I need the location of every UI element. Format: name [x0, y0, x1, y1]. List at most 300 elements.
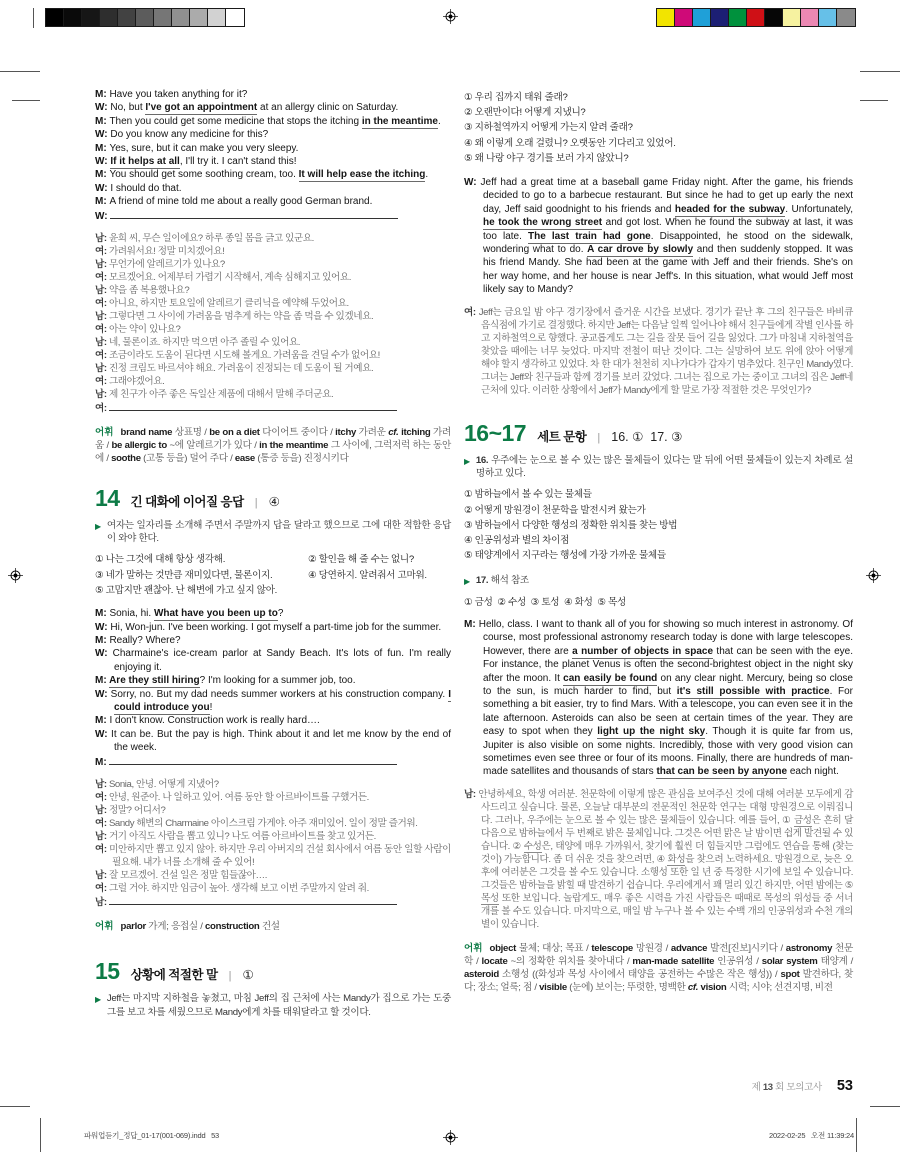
heading-divider: |: [597, 431, 601, 444]
dialogue-line: [95, 362, 451, 375]
dialogue-line: [95, 401, 451, 415]
calibration-swatch: [729, 9, 747, 26]
right-column: [464, 88, 853, 1026]
calibration-swatch: [226, 9, 244, 26]
dialogue-line: [95, 621, 451, 634]
page-number: 53: [836, 1078, 853, 1094]
text-segment: 윤희 씨, 무슨 일이에요? 하루 종일 몸을 긁고 있군요.: [108, 233, 314, 245]
text-segment: Jeff는 마지막 지하철을 놓쳤고, 마침 Jeff의 집 근처에 사는 Mandy가 집으로 가는 도중 그를 보고 차를 세웠으므로 Mandy에게 차를 태워달라고 할 것이다.: [106, 993, 451, 1018]
dialogue-line: [95, 895, 451, 909]
crop-mark: [856, 1118, 857, 1152]
dialogue-line: [95, 195, 451, 208]
text-segment: itchy: [335, 427, 357, 439]
text-segment: Do you know any medicine for this?: [110, 129, 269, 141]
text-segment: 그 사이에, 그럭저럭 하는 동안에 /: [95, 440, 451, 465]
speaker-label: M:: [95, 715, 110, 727]
option-item: ⑤ 왜 나랑 야구 경기를 보러 가지 않았니?: [464, 152, 629, 164]
speaker-label: 여:: [95, 817, 109, 829]
answer-badge: ④: [268, 494, 280, 509]
question14-translation: [95, 778, 451, 909]
question15-monologue: [464, 176, 853, 297]
speaker-label: 여:: [95, 376, 109, 388]
text-segment: You should get some soothing cream, too.: [109, 169, 299, 181]
text-segment: . Disappointed, he stood on the sidewalk, wondering what to do.: [483, 230, 853, 256]
question14-options: [95, 552, 451, 598]
text-segment: A car drove by slowly: [587, 244, 694, 256]
question16-17-monologue: [464, 618, 853, 779]
text-segment: 아니요, 하지만 토요일에 알레르기 클리닉을 예약해 두었어요.: [108, 298, 349, 310]
text-segment: I don't know. Construction work is really hard….: [109, 715, 320, 727]
text-segment: 그렇다면 그 사이에 가려움을 멈추게 하는 약을 좀 먹을 수 있겠네요.: [108, 311, 374, 323]
question15-explanation: [95, 992, 451, 1019]
registration-mark-left: [8, 568, 23, 583]
dialogue-line: [95, 142, 451, 155]
dialogue-line: [95, 323, 451, 336]
crop-mark: [0, 1106, 30, 1107]
dialogue-line: [95, 804, 451, 817]
text-segment: 가려워서요! 정말 미치겠어요!: [108, 246, 225, 258]
text-segment: I've got an appointment: [145, 102, 258, 114]
text-segment: light up the night sky: [597, 726, 706, 738]
text-segment: advance: [670, 942, 708, 954]
dialogue-line: [464, 618, 853, 779]
text-segment: astronomy: [785, 942, 833, 954]
text-segment: ? I'm looking for a summer job, too.: [199, 675, 356, 687]
text-segment: vision: [700, 982, 727, 994]
speaker-label: 남:: [95, 804, 109, 816]
dialogue-line: [464, 306, 853, 397]
text-segment: 화성: [667, 853, 686, 865]
dialogue-line: [95, 297, 451, 310]
dialogue-line: [95, 607, 451, 620]
dialogue-line: [95, 882, 451, 895]
calibration-swatch: [118, 9, 136, 26]
text-segment: 여자는 일자리를 소개해 주면서 주말까지 답을 달라고 했으므로 그에 대한 적합한 응답이 와야 한다.: [106, 519, 451, 545]
blank-answer-line: [109, 895, 397, 905]
question14-explanation: [95, 519, 451, 546]
question15-heading: [95, 959, 451, 983]
question14-vocab: [95, 920, 451, 933]
text-segment: 은, 태양에 매우 가까워서, 찾기에 훨씬 더 힘들지만 그럼에도 연습을 통해 (찾는 것이) 가능합니다. 좀 더 쉬운 것을 찾으려면, ④: [481, 840, 853, 865]
speaker-label: 여:: [95, 843, 110, 855]
calibration-swatch: [64, 9, 82, 26]
text-segment: Sorry, no. But my dad needs summer workers at his construction company.: [110, 688, 449, 700]
text-segment: 가려움 /: [95, 427, 451, 452]
dialogue-line: [95, 830, 451, 843]
text-segment: . For something a bit easier, try to find Mars. With a telescope, you can even see it in the late afternoon. Asteroids can also be seen at certain times of the year. They are easy to spot when they: [483, 685, 853, 738]
speaker-label: M:: [95, 608, 110, 620]
blank-answer-line: [109, 401, 397, 411]
speaker-label: W:: [95, 621, 111, 633]
question17-explanation: [464, 574, 853, 588]
calibration-swatch: [172, 9, 190, 26]
dialogue-line: [95, 869, 451, 882]
text-segment: man-made satellite: [632, 955, 715, 967]
speaker-label: M:: [95, 142, 110, 154]
calibration-swatch: [747, 9, 765, 26]
dialogue-line: [95, 258, 451, 271]
text-segment: 천문학 /: [464, 942, 853, 967]
question13-translation: [95, 232, 451, 415]
question15-translation: [464, 306, 853, 397]
calibration-swatch: [765, 9, 783, 26]
text-segment: Yes, sure, but it can make you very sleepy.: [109, 142, 299, 154]
question13-vocab: [95, 426, 451, 466]
dialogue-line: [95, 232, 451, 245]
calibration-swatch: [190, 9, 208, 26]
dialogue-line: [95, 728, 451, 755]
text-segment: .: [425, 169, 429, 181]
speaker-label: M:: [95, 169, 110, 181]
arrow-icon: ▶: [464, 456, 470, 466]
option-item: ① 우리 집까지 태워 줄래?: [464, 92, 568, 103]
dialogue-line: [95, 209, 451, 223]
text-segment: telescope: [591, 942, 633, 954]
option-item: ③ 네가 말하는 것만큼 재미있다면, 물론이지.: [95, 569, 273, 581]
option-item: ② 오랜만이다! 어떻게 지냈니?: [464, 107, 586, 119]
question16-options: [464, 487, 853, 563]
text-segment: it's still possible with practice: [676, 685, 830, 697]
text-segment: . Unfortunately,: [785, 203, 853, 215]
text-segment: 16.: [475, 454, 489, 466]
text-segment: that can be seen with the eye. For instance, the planet Venus is often the second-brightest object in the night sky after the moon. It: [483, 645, 853, 684]
question-type-title: 세트 문항: [537, 429, 587, 444]
text-segment: (고통 등을) 덜어 주다 /: [140, 453, 235, 465]
option-item: ① 나는 그것에 대해 항상 생각해.: [95, 554, 226, 566]
dialogue-line: [95, 271, 451, 284]
calibration-swatch: [82, 9, 100, 26]
speaker-label: 남:: [95, 363, 109, 375]
text-segment: What have you been up to: [153, 608, 278, 620]
text-segment: 건설: [259, 920, 280, 932]
blank-answer-line: [109, 755, 397, 765]
text-segment: 모르겠어요. 어제부터 가렵기 시작해서, 계속 심해지고 있어요.: [108, 272, 352, 284]
text-segment: 해석 참조: [488, 574, 529, 586]
text-segment: 네, 물론이죠. 하지만 먹으면 아주 졸릴 수 있어요.: [108, 337, 301, 349]
text-segment: and got lost. When he found the subway at last, it was too late.: [483, 217, 853, 242]
text-segment: at an allergy clinic on Saturday.: [257, 102, 399, 114]
text-segment: 상표명 /: [172, 427, 210, 439]
speaker-label: W:: [95, 102, 111, 114]
question14-dialogue: [95, 607, 451, 769]
text-segment: 조금이라도 도움이 된다면 시도해 볼게요. 가려움을 견딜 수가 없어요!: [108, 350, 380, 362]
text-segment: 잘 모르겠어. 건설 일은 정말 힘들잖아….: [108, 869, 268, 881]
text-segment: be on a diet: [209, 427, 260, 439]
option-item: ④ 당연하지. 알려줘서 고마워.: [308, 569, 427, 581]
text-segment: visible: [539, 982, 567, 994]
dialogue-line: [95, 778, 451, 791]
dialogue-line: [95, 182, 451, 195]
text-segment: Sonia, 안녕. 어떻게 지냈어?: [108, 778, 219, 790]
text-segment: and then suddenly stopped. It was his friend Mandy. She had been at the game with Jeff and their friends. She's on her way home, and her house is near Jeff's. In this situation, what would Jeff most likely say to Mandy?: [483, 244, 853, 296]
speaker-label: 남:: [95, 778, 109, 790]
dialogue-line: [95, 647, 451, 674]
arrow-icon: ▶: [464, 576, 470, 586]
print-file-name: 파워업듣기_정답_01-17(001-069).indd 53: [84, 1131, 220, 1140]
text-segment: he took the wrong street: [483, 217, 603, 229]
text-segment: 13: [762, 1082, 773, 1093]
dialogue-line: [95, 284, 451, 297]
dialogue-line: [95, 755, 451, 769]
calibration-swatch: [801, 9, 819, 26]
text-segment: locate: [481, 955, 508, 967]
dialogue-line: [464, 176, 853, 297]
color-calibration-bar: [656, 8, 856, 27]
registration-mark-bottom: [443, 1130, 458, 1145]
text-segment: (통증 등을) 진정시키다: [254, 453, 349, 465]
text-segment: 우주에는 눈으로 볼 수 있는 많은 물체들이 있다는 말 뒤에 어떤 물체들이 있는지 차례로 설명하고 있다.: [475, 454, 853, 480]
speaker-label: 남:: [95, 869, 109, 881]
speaker-label: W:: [464, 177, 481, 189]
speaker-label: W:: [95, 728, 112, 740]
text-segment: I should do that.: [110, 182, 182, 194]
text-segment: Then you could get some medicine that stops the itching: [109, 115, 362, 127]
crop-mark: [870, 1106, 900, 1107]
calibration-swatch: [46, 9, 64, 26]
speaker-label: M:: [95, 675, 110, 687]
page-footer: [752, 1078, 853, 1094]
text-segment: 진정 크림도 바르셔야 해요. 가려움이 진정되는 데 도움이 될 거예요.: [108, 363, 374, 375]
text-segment: 소행성 ((화성과 목성 사이에서 태양을 공전하는 수많은 작은 행성)) /: [498, 969, 781, 981]
speaker-label: M:: [95, 756, 110, 768]
dialogue-line: [95, 634, 451, 647]
text-segment: A friend of mine told me about a really good German brand.: [109, 196, 373, 208]
text-segment: 태양계 /: [817, 955, 853, 967]
question16-17-vocab: [464, 942, 853, 995]
text-segment: 거기 아직도 사람을 뽑고 있니? 나도 여름 아르바이트를 찾고 있거든.: [108, 830, 376, 842]
answer-badge: 16. ① 17. ③: [611, 429, 683, 444]
heading-divider: |: [254, 496, 258, 509]
question17-options: ① 금성 ② 수성 ③ 토성 ④ 화성 ⑤ 목성: [464, 596, 626, 608]
question16-explanation: [464, 454, 853, 481]
text-segment: 회 모의고사: [772, 1082, 822, 1093]
text-segment: asteroid: [464, 969, 499, 981]
speaker-label: 남:: [95, 337, 109, 349]
page-content: [95, 88, 853, 1026]
text-segment: 다이어트 중이다 /: [259, 427, 336, 439]
text-segment: 그럴 거야. 하지만 임금이 높아. 생각해 보고 이번 주말까지 알려 줘.: [108, 882, 369, 894]
text-segment: 약을 좀 복용했나요?: [108, 285, 190, 297]
text-segment: ease: [234, 453, 255, 465]
text-segment: .: [437, 115, 441, 127]
text-segment: ~의 정확한 위치를 찾아내다 /: [507, 955, 633, 967]
question13-dialogue: [95, 88, 451, 223]
question-type-title: 긴 대화에 이어질 응답: [130, 494, 244, 509]
calibration-swatch: [675, 9, 693, 26]
explanation-text: [107, 519, 451, 546]
text-segment: 가려운: [356, 427, 389, 439]
crop-mark: [33, 8, 34, 28]
text-segment: a number of objects in space: [572, 645, 714, 657]
speaker-label: M:: [95, 115, 110, 127]
crop-mark: [40, 1118, 41, 1152]
text-segment: 안녕하세요, 학생 여러분. 천문학에 이렇게 많은 관심을 보여주신 것에 대해 여러분 모두에게 감사드리고 싶습니다. 물론, 오늘날 대부분의 전문적인 천문학 연구는 대형 망원경으로 이뤄집니다. 그러나, 우주에는 눈으로 볼 수 있는 많은 물체들이 있습니다. 예를 들어, ①: [478, 788, 853, 826]
text-segment: 금성: [793, 814, 812, 826]
text-segment: Jeff had a great time at a baseball game Friday night. After the game, his friends decided to go to a barbecue restaurant. But since he had to get up early the next day, Jeff said goodnight to his friends and: [480, 177, 853, 215]
text-segment: 무언가에 알레르기가 있나요?: [108, 259, 225, 271]
text-segment: object: [489, 942, 516, 954]
answer-badge: ①: [242, 968, 254, 983]
text-segment: 시력; 시야; 선견지명, 비전: [726, 982, 833, 994]
text-segment: spot: [780, 969, 800, 981]
text-segment: Sonia, hi.: [109, 608, 154, 620]
dialogue-line: [95, 817, 451, 830]
text-segment: each night.: [787, 766, 839, 778]
question-number: 15: [95, 958, 120, 985]
option-item: ③ 지하철역까지 어떻게 가는지 알려 줄래?: [464, 122, 633, 134]
text-segment: 17.: [475, 574, 489, 586]
vocab-label: 어휘: [464, 942, 483, 954]
crop-mark: [860, 100, 888, 101]
speaker-label: W:: [95, 688, 111, 700]
calibration-swatch: [136, 9, 154, 26]
dialogue-line: [95, 349, 451, 362]
speaker-label: 여:: [95, 403, 109, 415]
text-segment: parlor: [120, 920, 146, 932]
vocab-entries: [121, 921, 280, 932]
dialogue-line: [95, 375, 451, 388]
dialogue-line: [95, 714, 451, 727]
text-segment: 아는 약이 있나요?: [108, 324, 181, 336]
speaker-label: 남:: [95, 311, 109, 323]
vocab-label: 어휘: [95, 427, 114, 439]
text-segment: 또한 보입니다. 놀랍게도, 매우 좋은 시력을 가진 사람들은 때때로 목성의 위성들 중 서너 개를 볼 수도 있습니다. 마지막으로, 매일 밤 누구나 볼 수 있는 수백 개의 인공위성과 수천 개의 별이 있습니다.: [481, 892, 853, 930]
calibration-swatch: [154, 9, 172, 26]
blank-answer-line: [110, 209, 398, 219]
calibration-swatch: [837, 9, 855, 26]
text-segment: in the meantime: [361, 115, 438, 127]
dialogue-line: [95, 128, 451, 141]
crop-mark: [860, 71, 900, 72]
speaker-label: 여:: [95, 350, 109, 362]
option-item: ② 어떻게 망원경이 천문학을 발전시켜 왔는가: [464, 504, 646, 516]
vocab-entries: [464, 943, 853, 994]
text-segment: ?: [277, 608, 284, 620]
text-segment: in the meantime: [259, 440, 329, 452]
text-segment: 정말? 어디서?: [108, 804, 166, 816]
speaker-label: 여:: [464, 306, 479, 318]
crop-mark: [12, 100, 40, 101]
speaker-label: M:: [95, 196, 110, 208]
text-segment: soothe: [111, 453, 141, 465]
text-segment: that can be seen by anyone: [656, 766, 788, 778]
text-segment: It will help ease the itching: [298, 169, 426, 181]
speaker-label: 여:: [95, 298, 109, 310]
speaker-label: 여:: [95, 791, 109, 803]
crop-mark: [0, 71, 40, 72]
text-segment: on any clear night. Mercury, being so close to the sun, is much harder to find, but: [483, 672, 853, 697]
text-segment: cf.: [388, 427, 399, 439]
explanation-text: [476, 454, 853, 481]
speaker-label: W:: [95, 648, 113, 660]
text-segment: . Though it is quite far from us, Jupiter is also visible on some nights. Incredibly, those with very good vision can sometimes even see three or four of its moons. Finally, there are hundreds of man-made satellites and thousands of stars: [483, 726, 853, 778]
text-segment: 은 흔히 달 다음으로 밤하늘에서 두 번째로 밝은 물체입니다. 그것은 어떤 맑은 날 밤이면 쉽게 발견될 수 있습니다. ②: [481, 814, 853, 852]
registration-mark-right: [866, 568, 881, 583]
speaker-label: 남:: [95, 233, 109, 245]
text-segment: If it helps at all: [110, 156, 180, 168]
print-timestamp: 2022-02-25 오전 11:39:24: [768, 1131, 854, 1140]
dialogue-line: [95, 168, 451, 181]
text-segment: 인공위성 /: [714, 955, 762, 967]
option-item: ② 할인을 해 줄 수는 없니?: [308, 554, 414, 566]
text-segment: 안녕, 원준아. 나 일하고 있어. 여름 동안 할 아르바이트를 구했거든.: [108, 791, 369, 803]
calibration-swatch: [657, 9, 675, 26]
dialogue-line: [95, 674, 451, 687]
text-segment: solar system: [761, 955, 818, 967]
dialogue-line: [95, 688, 451, 715]
text-segment: 목성: [481, 892, 499, 904]
speaker-label: 남:: [95, 896, 109, 908]
speaker-label: M:: [95, 634, 110, 646]
calibration-swatch: [783, 9, 801, 26]
speaker-label: W:: [95, 210, 111, 222]
dialogue-line: [95, 115, 451, 128]
calibration-swatch: [100, 9, 118, 26]
heading-divider: |: [228, 970, 232, 983]
text-segment: It can be. But the pay is high. Think about it and let me know by the end of the week.: [111, 728, 451, 754]
question16-17-translation: [464, 788, 853, 931]
dialogue-line: [95, 388, 451, 401]
text-segment: 제 친구가 아주 좋은 독일산 제품에 대해서 말해 주더군요.: [108, 389, 334, 401]
question16-17-heading: [464, 421, 853, 445]
calibration-swatch: [819, 9, 837, 26]
text-segment: Jeff는 금요일 밤 야구 경기장에서 즐거운 시간을 보냈다. 경기가 끝난 후 그의 친구들은 바비큐 음식점에 가기로 결정했다. 하지만 Jeff는 다음날 일찍 일어나야 해서 친구들에게 작별 인사를 하고 지하철역으로 향했다. 공교롭게도 그는 길을 잘못 들어 길을 잃었다. 그가 마침내 지하철역을 찾았을 때에는 너무 늦었다. 마지막 전철이 떠난 것이다. 그는 실망하여 보도 위에 앉아 어떻게 해야 할지 생각하고 있었다. 차 한 대가 천천히 지나가다가 갑자기 멈추었다. 친구인 Mandy였다. 그녀는 Jeff와 친구들과 함께 경기를 보러 갔었다. 그녀는 집으로 가는 중이고 그녀의 집은 Jeff네 근처에 있다. 이러한 상황에서 Jeff가 Mandy에게 할 말로 가장 적절한 것은 무엇인가?: [478, 306, 854, 396]
text-segment: Charmaine's ice-cream parlor at Sandy Beach. It's lots of fun. I'm really enjoying it.: [112, 648, 451, 673]
text-segment: headed for the subway: [674, 203, 786, 215]
text-segment: !: [209, 701, 213, 713]
text-segment: (눈에) 보이는; 뚜렷한, 명백한: [566, 982, 688, 994]
arrow-icon: ▶: [95, 995, 101, 1005]
dialogue-line: [95, 88, 451, 101]
text-segment: be allergic to: [111, 440, 167, 452]
calibration-swatch: [711, 9, 729, 26]
text-segment: 을 찾으려 노력하세요. 망원경으로, 늦은 오후에 여러분은 그것을 볼 수도 있습니다. 소행성 또한 일 년 중 특정한 시기에 보일 수 있습니다. 그것들은 밤하늘을 밝힐 때 발견하기 쉽습니다. 우리에게서 꽤 멀리 있긴 하지만, 어떤 밤에는 ⑤: [481, 853, 853, 891]
text-segment: itching: [401, 427, 431, 439]
vocab-label: 어휘: [95, 920, 114, 932]
explanation-text: [107, 992, 451, 1019]
question-number: 14: [95, 484, 120, 511]
text-segment: Sandy 해변의 Charmaine 아이스크림 가게야. 아주 재미있어. 일이 정말 즐거워.: [108, 817, 418, 829]
vocab-entries: [95, 427, 451, 464]
text-segment: 물체; 대상; 목표 /: [516, 942, 592, 954]
dialogue-line: [95, 101, 451, 114]
dialogue-line: [95, 155, 451, 168]
text-segment: brand name: [120, 427, 173, 439]
text-segment: Really? Where?: [109, 634, 181, 646]
option-item: ⑤ 태양계에서 지구라는 행성에 가장 가까운 물체들: [464, 550, 666, 562]
text-segment: Are they still hiring: [109, 675, 200, 687]
speaker-label: 여:: [95, 324, 109, 336]
dialogue-line: [95, 310, 451, 323]
dialogue-line: [95, 791, 451, 804]
text-segment: Hello, class. I want to thank all of you for showing so much interest in astronomy. Of course, most professional astronomy research today is done with large telescopes. However, there are: [478, 618, 853, 657]
calibration-swatch: [208, 9, 226, 26]
arrow-icon: ▶: [95, 521, 101, 531]
option-item: ④ 인공위성과 별의 차이점: [464, 535, 570, 547]
text-segment: 그래야겠어요.: [108, 376, 165, 388]
text-segment: ~에 알레르기가 있다 /: [166, 440, 260, 452]
text-segment: No, but: [110, 102, 146, 114]
speaker-label: 남:: [95, 389, 109, 401]
speaker-label: 여:: [95, 246, 109, 258]
speaker-label: M:: [464, 618, 479, 630]
speaker-label: 여:: [95, 882, 109, 894]
speaker-label: W:: [95, 156, 111, 168]
grayscale-calibration-bar: [45, 8, 245, 27]
dialogue-line: [464, 788, 853, 931]
text-segment: 수성: [523, 840, 542, 852]
text-segment: 제: [751, 1082, 763, 1093]
